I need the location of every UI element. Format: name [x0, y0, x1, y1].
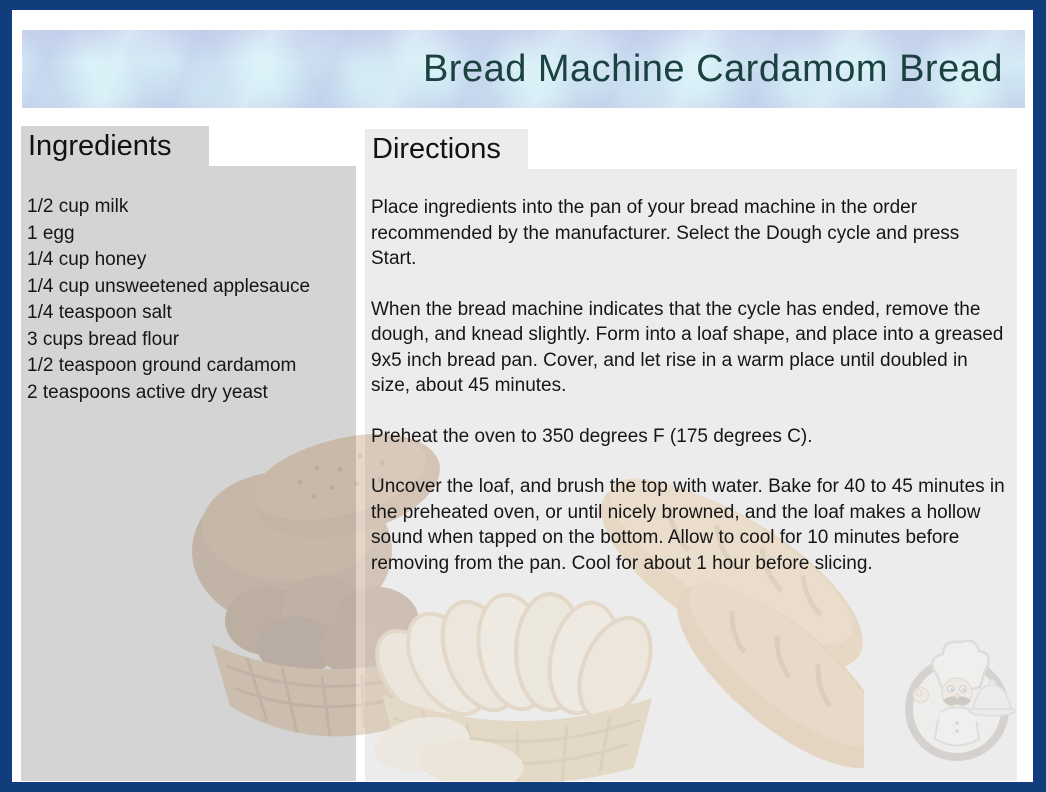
- ingredient-item: 1/2 teaspoon ground cardamom: [27, 355, 297, 376]
- page-title: Bread Machine Cardamom Bread: [422, 47, 1003, 90]
- direction-step: Uncover the loaf, and brush the top with water. Bake for 40 to 45 minutes in the preheated oven, or until nicely browned, and the loaf makes a hollow sound when tapped on the bottom. Allow to cool for 10 minutes before removing from the pan. Cool for about 1 hour before slicing.: [371, 476, 1005, 574]
- directions-heading: Directions: [365, 129, 528, 169]
- directions-section: [365, 129, 1017, 601]
- ingredient-item: 2 teaspoons active dry yeast: [27, 381, 268, 403]
- ingredients-section: [21, 126, 356, 406]
- ingredient-item: 1/4 teaspoon salt: [27, 302, 172, 323]
- direction-step: Place ingredients into the pan of your bread machine in the order recommended by the manufacturer. Select the Dough cycle and press Start.: [371, 197, 960, 269]
- directions-text: [365, 195, 1017, 576]
- ingredient-item: 1 egg: [27, 222, 75, 244]
- ingredient-item: 1/2 cup milk: [27, 196, 129, 217]
- header-banner: [22, 30, 1025, 108]
- ingredients-list: [21, 194, 356, 406]
- direction-step: When the bread machine indicates that the cycle has ended, remove the dough, and knead slightly. Form into a loaf shape, and place into a greased 9x5 inch bread pan. Cover, and let rise in a warm place until doubled in size, about 45 minutes.: [371, 298, 1004, 396]
- direction-step: Preheat the oven to 350 degrees F (175 degrees C).: [371, 425, 813, 447]
- ingredient-item: 3 cups bread flour: [27, 328, 180, 350]
- ingredients-heading: Ingredients: [21, 126, 209, 166]
- ingredient-item: 1/4 cup unsweetened applesauce: [27, 275, 311, 297]
- ingredient-item: 1/4 cup honey: [27, 249, 147, 270]
